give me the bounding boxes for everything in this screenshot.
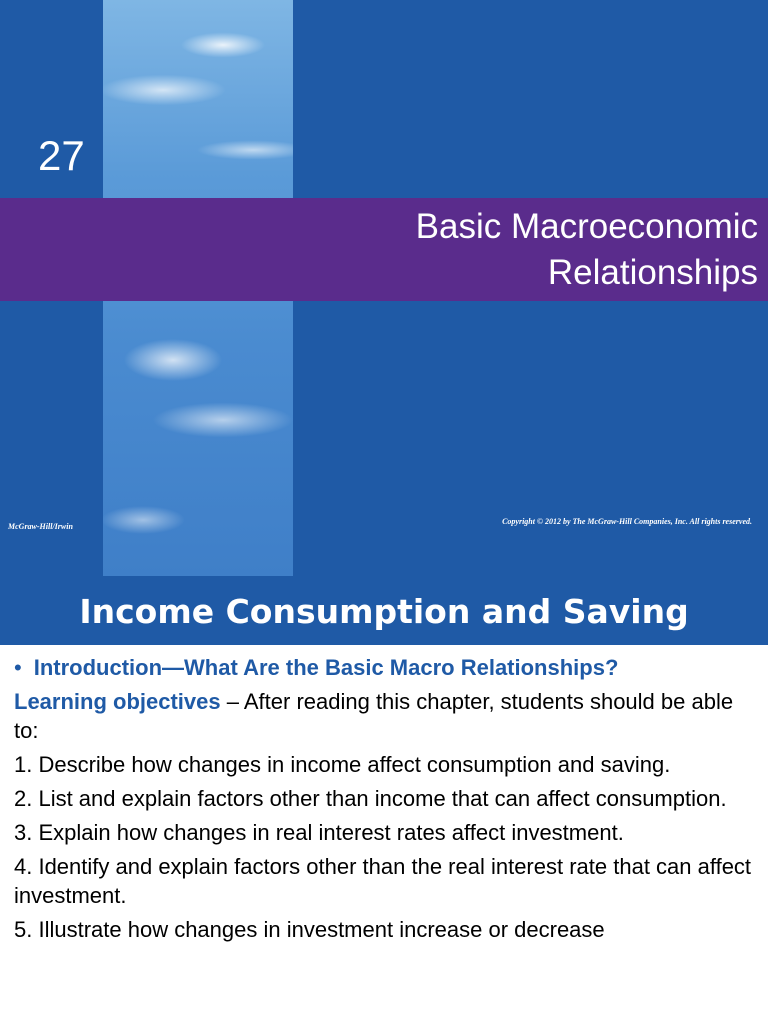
objective-item: 3. Explain how changes in real interest rates affect investment. [14, 820, 624, 845]
objective-item: 4. Identify and explain factors other than the real interest rate that can affect investment. [14, 854, 752, 908]
content-slide [0, 576, 768, 1024]
slide-header [0, 576, 768, 645]
publisher-label: McGraw-Hill/Irwin [8, 522, 73, 531]
chapter-title [258, 204, 758, 296]
slide-title: Income Consumption and Saving [79, 592, 689, 631]
learning-objectives-text: – After reading this chapter, students should be able to: [14, 689, 734, 743]
bullet-icon: • [14, 655, 22, 680]
chapter-title-line1: Basic Macroeconomic [415, 207, 758, 246]
intro-line [14, 653, 754, 682]
learning-objectives-intro [14, 687, 754, 745]
learning-objectives-label: Learning objectives [14, 689, 221, 714]
copyright-notice: Copyright © 2012 by The McGraw-Hill Companies, Inc. All rights reserved. [502, 517, 752, 526]
chapter-number: 27 [38, 132, 85, 179]
slide-body [14, 653, 754, 949]
chapter-title-line2: Relationships [547, 253, 758, 292]
intro-text: Introduction—What Are the Basic Macro Relationships? [33, 655, 619, 680]
objective-item: 1. Describe how changes in income affect consumption and saving. [14, 752, 671, 777]
objective-item: 5. Illustrate how changes in investment increase or decrease [14, 917, 605, 942]
objective-item: 2. List and explain factors other than income that can affect consumption. [14, 786, 727, 811]
